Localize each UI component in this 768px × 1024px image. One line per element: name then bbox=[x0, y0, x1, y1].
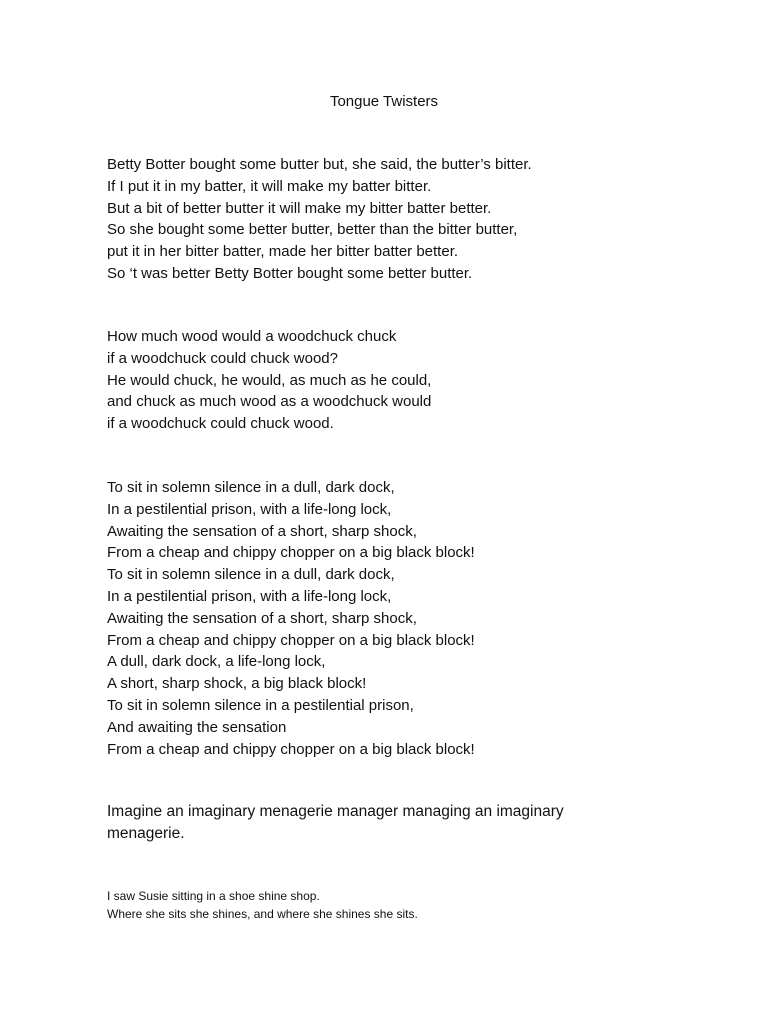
stanza-line: From a cheap and chippy chopper on a big black block! bbox=[107, 631, 475, 649]
stanza-line: put it in her bitter batter, made her bitter batter better. bbox=[107, 243, 459, 261]
stanza-line: Betty Botter bought some butter but, she said, the butter’s bitter. bbox=[107, 156, 532, 173]
stanza-line: But a bit of better butter it will make my bitter batter better. bbox=[107, 199, 492, 217]
stanza-line: From a cheap and chippy chopper on a big black block! bbox=[107, 544, 475, 562]
stanza-solemn-silence bbox=[107, 477, 727, 760]
stanza-line: So she bought some better butter, better than the bitter butter, bbox=[107, 221, 518, 239]
stanza-line: A dull, dark dock, a life-long lock, bbox=[107, 653, 326, 671]
stanza-line: Awaiting the sensation of a short, sharp shock, bbox=[107, 522, 417, 540]
stanza-menagerie bbox=[107, 801, 627, 845]
stanza-line: If I put it in my batter, it will make my batter bitter. bbox=[107, 177, 432, 195]
stanza-line: And awaiting the sensation bbox=[107, 718, 287, 736]
stanza-line: To sit in solemn silence in a pestilential prison, bbox=[107, 696, 414, 714]
stanza-line: To sit in solemn silence in a dull, dark dock, bbox=[107, 479, 395, 496]
stanza-line: He would chuck, he would, as much as he could, bbox=[107, 371, 432, 389]
stanza-line: if a woodchuck could chuck wood? bbox=[107, 349, 338, 367]
stanza-line: From a cheap and chippy chopper on a big black block! bbox=[107, 740, 475, 758]
stanza-line: if a woodchuck could chuck wood. bbox=[107, 415, 334, 433]
stanza-line: Imagine an imaginary menagerie manager managing an imaginary menagerie. bbox=[107, 803, 564, 842]
stanza-line: Awaiting the sensation of a short, sharp shock, bbox=[107, 609, 417, 627]
stanza-betty-botter bbox=[107, 154, 727, 285]
stanza-line: Where she sits she shines, and where she shines she sits. bbox=[107, 907, 418, 921]
stanza-line: A short, sharp shock, a big black block! bbox=[107, 675, 367, 693]
stanza-susie bbox=[107, 887, 727, 923]
stanza-line: I saw Susie sitting in a shoe shine shop. bbox=[107, 889, 320, 903]
stanza-line: To sit in solemn silence in a dull, dark dock, bbox=[107, 566, 395, 584]
page-title: Tongue Twisters bbox=[329, 93, 439, 110]
stanza-line: In a pestilential prison, with a life-long lock, bbox=[107, 587, 392, 605]
stanza-line: In a pestilential prison, with a life-long lock, bbox=[107, 500, 392, 518]
stanza-woodchuck bbox=[107, 326, 727, 435]
stanza-line: How much wood would a woodchuck chuck bbox=[107, 328, 397, 345]
stanza-line: and chuck as much wood as a woodchuck would bbox=[107, 393, 432, 411]
stanza-line: So ‘t was better Betty Botter bought some better butter. bbox=[107, 264, 473, 282]
